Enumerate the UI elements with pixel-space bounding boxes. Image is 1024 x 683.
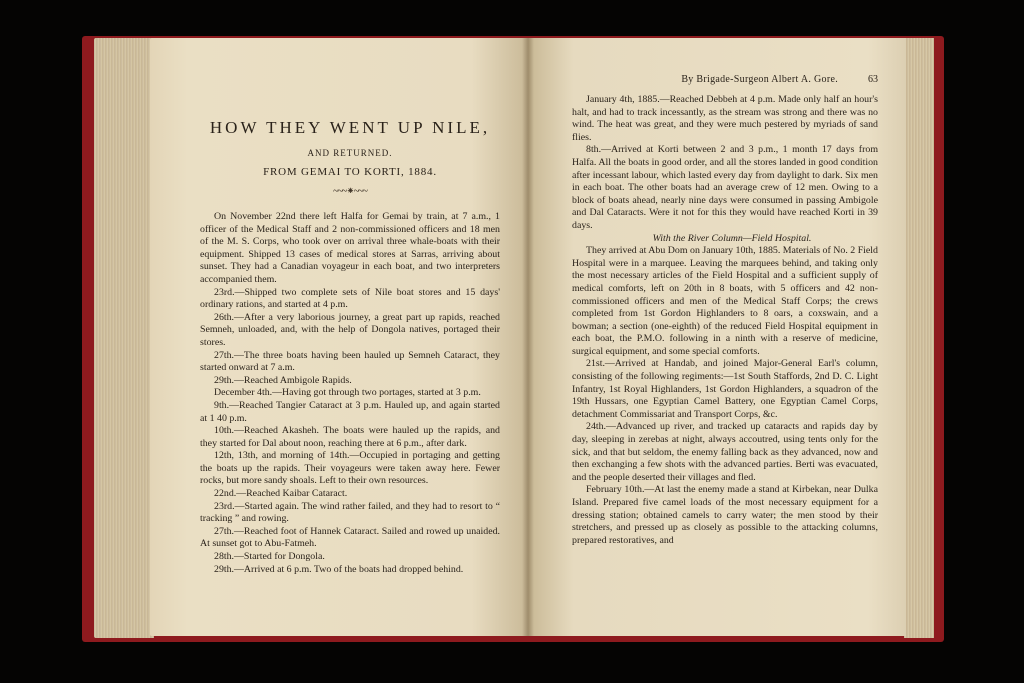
paragraph: December 4th.—Having got through two portages, started at 3 p.m.	[214, 387, 481, 399]
paragraph: 12th, 13th, and morning of 14th.—Occupied in portaging and getting the boats up the rapids. Their voyageurs were taken away here. Fewer rocks, but more sandy shoals. Left to their own resources.	[200, 450, 500, 487]
paragraph: 23rd.—Shipped two complete sets of Nile boat stores and 15 days' ordinary rations, and started at 4 p.m.	[200, 286, 500, 311]
paragraph: 29th.—Reached Ambigole Rapids.	[214, 374, 352, 386]
paragraph: 26th.—After a very laborious journey, a great part up rapids, reached Semneh, unloaded, and, with the help of Dongola natives, portaged their stores.	[200, 311, 500, 348]
section-heading: FROM GEMAI TO KORTI, 1884.	[263, 166, 437, 178]
paragraph: 10th.—Reached Akasheh. The boats were hauled up the rapids, and they started for Dal about noon, reaching there at 6 p.m., after dark.	[200, 425, 500, 449]
paragraph: 24th.—Advanced up river, and tracked up cataracts and rapids day by day, sleeping in zerebas at night, always accoutred, using tents only for the sick, and that but seldom, the enemy falling back as they advanced, now and then exchanging a few shots with the advanced parties. Berti was evacuated, and the people deserted their villages and fled.	[572, 421, 878, 483]
paragraph: 27th.—The three boats having been hauled up Semneh Cataract, they started onward at 7 a.m.	[200, 349, 500, 374]
running-head-title: By Brigade-Surgeon Albert A. Gore.	[681, 74, 838, 85]
paragraph: On November 22nd there left Halfa for Gemai by train, at 7 a.m., 1 officer of the Medical Staff and 2 non-commissioned officers and 18 men of the M. S. Corps, who took over on arrival three whale-boats with their equipment. Shipped 13 cases of medical stores at Sarras, arriving about sunset. They had a Canadian voyageur in each boat, and two interpreters accompanied them.	[200, 211, 500, 285]
page-number: 63	[868, 74, 878, 85]
right-page-text	[572, 94, 878, 547]
chapter-title: HOW THEY WENT UP NILE,	[209, 118, 491, 137]
running-head	[572, 74, 878, 88]
paragraph: They arrived at Abu Dom on January 10th, 1885. Materials of No. 2 Field Hospital were in a marquee. Leaving the marquees behind, and taking only the most necessary articles of the Field Hospital and a sufficient supply of medical comforts, left on 20th in 8 boats, with 5 officers and 42 non-commissioned officers and men of the Medical Staff Corps; the crews completed from 1st Gordon Highlanders to 8 oars, a coxswain, and a bowman; a section (one-eighth) of the reduced Field Hospital equipment in each boat, the P.M.O. following in a ninth with a reserve of medicine, surgical equipment, and some special comforts.	[572, 245, 878, 357]
paragraph: January 4th, 1885.—Reached Debbeh at 4 p.m. Made only half an hour's halt, and had to track incessantly, as the stream was strong and there was no wind. The heat was great, and they were much pestered by myriads of sand flies.	[572, 94, 878, 143]
paragraph: 8th.—Arrived at Korti between 2 and 3 p.m., 1 month 17 days from Halfa. All the boats in good order, and all the stores landed in good condition after incessant labour, which lasted every day from daylight to dark. Six men in each boat. The other boats had an average crew of 12 men. Owing to a block of boats ahead, nearly nine days were consumed in passing Ambigole and Dal Cataracts. Were it not for this they would have reached Korti in 39 days.	[572, 144, 878, 231]
chapter-subtitle: AND RETURNED.	[307, 148, 393, 158]
paragraph: 23rd.—Started again. The wind rather failed, and they had to resort to “ tracking ” and rowing.	[200, 500, 500, 525]
paragraph: 28th.—Started for Dongola.	[214, 551, 325, 563]
left-page-text	[200, 211, 500, 576]
paragraph: 22nd.—Reached Kaibar Cataract.	[214, 488, 348, 500]
book-gutter	[522, 38, 534, 636]
open-book	[82, 30, 944, 644]
section-heading-italic: With the River Column—Field Hospital.	[652, 232, 812, 244]
right-page	[528, 38, 906, 636]
paragraph: 27th.—Reached foot of Hannek Cataract. Sailed and rowed up unaided. At sunset got to Abu-Fatmeh.	[200, 525, 500, 550]
paragraph: February 10th.—At last the enemy made a stand at Kirbekan, near Dulka Island. Prepared five camel loads of the most necessary equipment for a dressing station; obtained camels to carry water; the men stood by their stretchers, and pressed up as closely as possible to the attacking columns, prepared restoratives, and	[572, 484, 878, 546]
left-page	[150, 38, 528, 636]
ornament-divider: ~~~⁕~~~	[333, 186, 367, 197]
paragraph: 9th.—Reached Tangier Cataract at 3 p.m. Hauled up, and again started at 1 40 p.m.	[200, 399, 500, 424]
page-edges-left	[94, 38, 154, 638]
paragraph: 29th.—Arrived at 6 p.m. Two of the boats had dropped behind.	[214, 563, 464, 575]
page-edges-right	[904, 38, 934, 638]
paragraph: 21st.—Arrived at Handab, and joined Major-General Earl's column, consisting of the following regiments:—1st South Staffords, 2nd D. C. Light Infantry, 1st Royal Highlanders, 1st Gordon Highlanders, a squadron of the 19th Hussars, one Egyptian Camel Battery, one Egyptian Camel Corps, detachment Commissariat and Transport Corps, &c.	[572, 358, 878, 420]
